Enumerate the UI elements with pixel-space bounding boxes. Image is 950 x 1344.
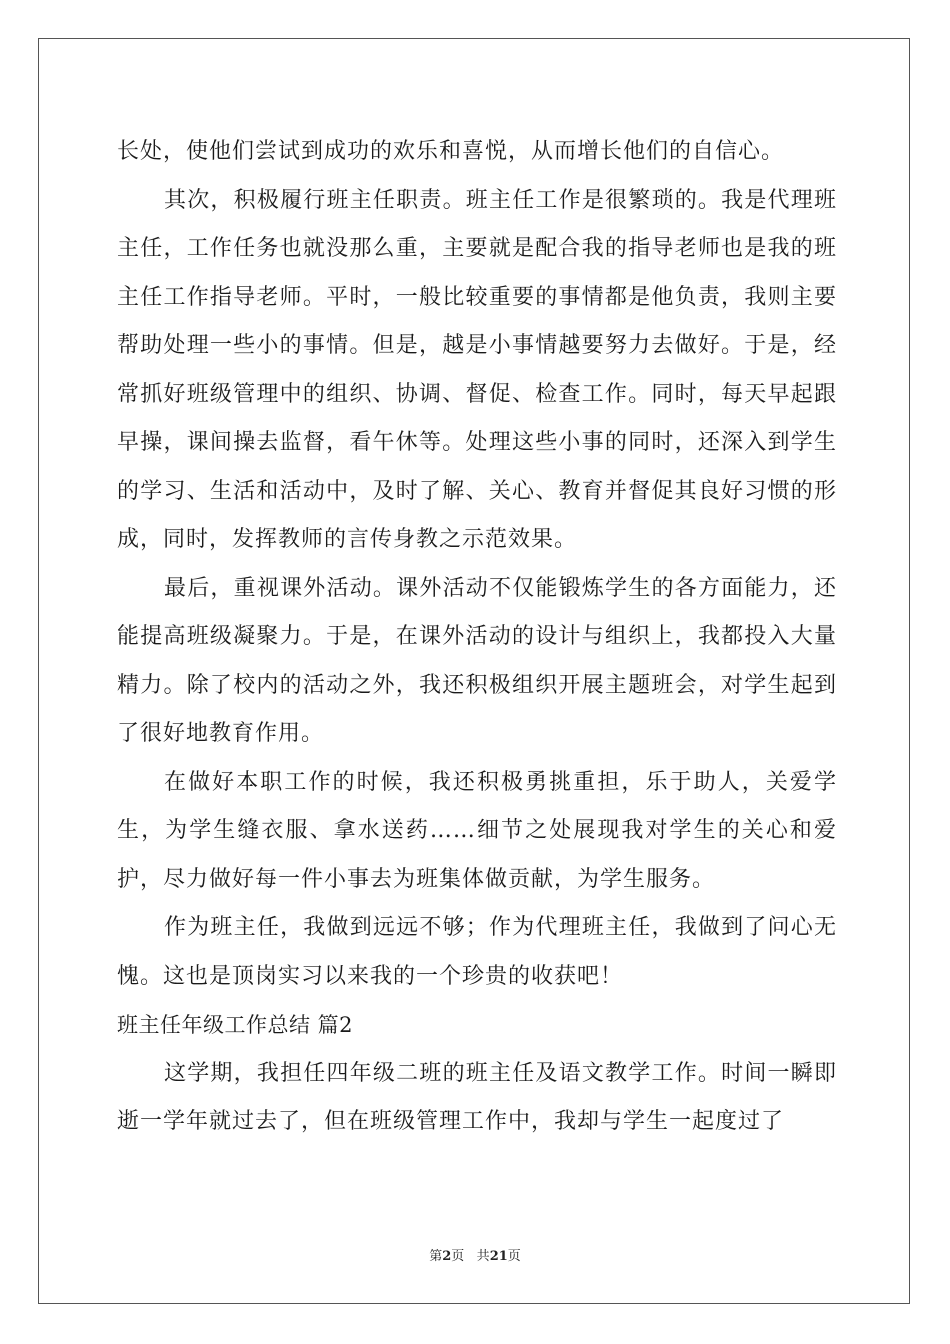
total-prefix: 共	[476, 1249, 490, 1264]
page-footer	[0, 1245, 950, 1264]
page-prefix: 第	[429, 1249, 443, 1264]
paragraph-4: 在做好本职工作的时候，我还积极勇挑重担，乐于助人，关爱学生，为学生缝衣服、拿水送药……细节之处展现我对学生的关心和爱护，尽力做好每一件小事去为班集体做贡献，为学生服务。	[117, 769, 837, 892]
paragraph-3: 最后，重视课外活动。课外活动不仅能锻炼学生的各方面能力，还能提高班级凝聚力。于是，在课外活动的设计与组织上，我都投入大量精力。除了校内的活动之外，我还积极组织开展主题班会，对学生起到了很好地教育作用。	[117, 575, 837, 746]
page-number: 2	[442, 1249, 452, 1264]
document-body	[117, 128, 837, 1147]
section-heading: 班主任年级工作总结 篇2	[117, 1013, 354, 1037]
page-suffix: 页	[451, 1249, 465, 1264]
total-suffix: 页	[507, 1249, 521, 1264]
total-pages: 21	[489, 1249, 508, 1264]
paragraph-2: 其次，积极履行班主任职责。班主任工作是很繁琐的。我是代理班主任，工作任务也就没那么重，主要就是配合我的指导老师也是我的班主任工作指导老师。平时，一般比较重要的事情都是他负责，我则主要帮助处理一些小的事情。但是，越是小事情越要努力去做好。于是，经常抓好班级管理中的组织、协调、督促、检查工作。同时，每天早起跟早操，课间操去监督，看午休等。处理这些小事的同时，还深入到学生的学习、生活和活动中，及时了解、关心、教育并督促其良好习惯的形成，同时，发挥教师的言传身教之示范效果。	[117, 187, 837, 552]
paragraph-5: 作为班主任，我做到远远不够；作为代理班主任，我做到了问心无愧。这也是顶岗实习以来我的一个珍贵的收获吧！	[117, 915, 837, 989]
paragraph-1: 长处，使他们尝试到成功的欢乐和喜悦，从而增长他们的自信心。	[117, 139, 785, 164]
section-paragraph-1: 这学期，我担任四年级二班的班主任及语文教学工作。时间一瞬即逝一学年就过去了，但在班级管理工作中，我却与学生一起度过了	[117, 1060, 837, 1134]
